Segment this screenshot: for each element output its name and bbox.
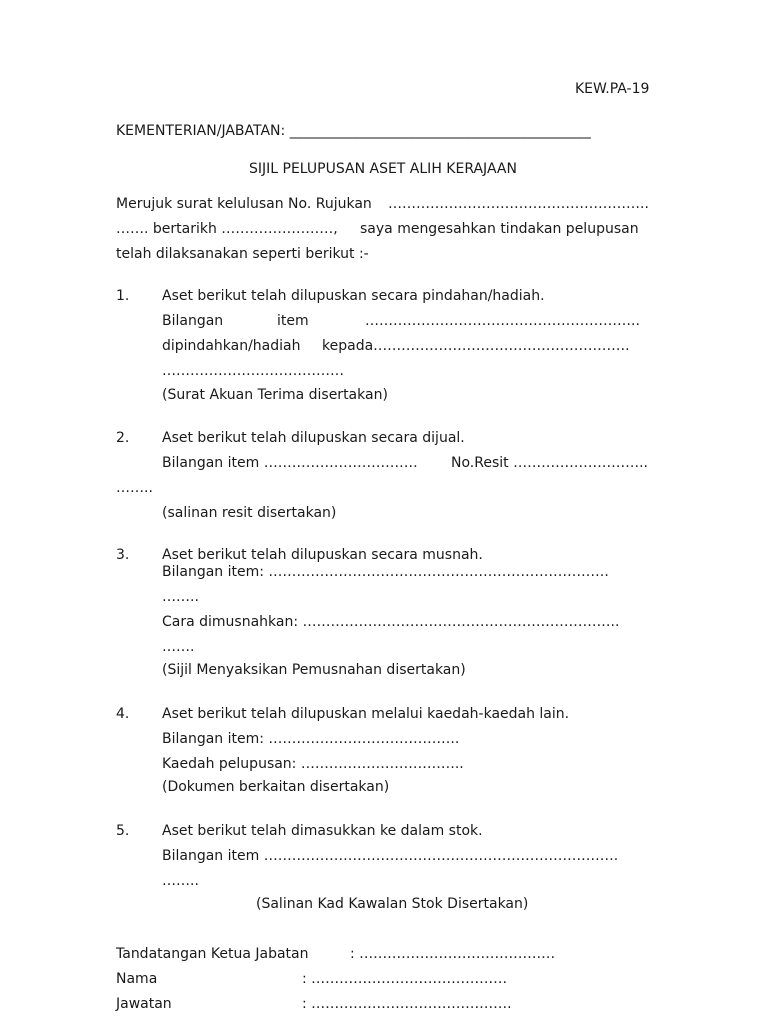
name-label: Nama — [116, 971, 158, 987]
item-dots: …….. — [162, 873, 199, 889]
item-note: (Sijil Menyaksikan Pemusnahan disertakan) — [162, 662, 466, 678]
name-value: : …………………………………… — [302, 971, 508, 987]
item-text: Kaedah pelupusan: …………………………….. — [162, 756, 464, 772]
item-heading: Aset berikut telah dilupuskan secara musnah. — [162, 547, 483, 563]
item-text: Bilangan — [162, 313, 224, 329]
item-text: No.Resit ……………………….. — [451, 455, 648, 471]
item-text: Bilangan item …………………………………………………………………. — [162, 848, 619, 864]
item-number: 1. — [116, 288, 130, 304]
item-dots: ……. — [162, 639, 195, 655]
ministry-blank: ___________________________________________ — [289, 123, 591, 139]
form-code: KEW.PA-19 — [575, 81, 650, 97]
item-number: 4. — [116, 706, 130, 722]
item-heading: Aset berikut telah dilupuskan melalui kaedah-kaedah lain. — [162, 706, 570, 722]
item-dots: ………………………………… — [162, 363, 344, 379]
item-heading: Aset berikut telah dimasukkan ke dalam stok. — [162, 823, 483, 839]
item-note: (salinan resit disertakan) — [162, 505, 337, 521]
ministry-label: KEMENTERIAN/JABATAN: — [116, 123, 286, 139]
item-text: Bilangan item: ………………………………….. — [162, 731, 460, 747]
item-dots: ………………………………………………….. — [365, 313, 640, 329]
ministry-line — [116, 122, 591, 140]
item-note: (Surat Akuan Terima disertakan) — [162, 387, 388, 403]
item-dots: …….. — [162, 589, 199, 605]
item-note: (Dokumen berkaitan disertakan) — [162, 779, 390, 795]
item-text: Bilangan item …………………………… — [162, 455, 418, 471]
item-heading: Aset berikut telah dilupuskan secara pindahan/hadiah. — [162, 288, 545, 304]
item-number: 5. — [116, 823, 130, 839]
item-text: item — [277, 313, 309, 329]
document-title: SIJIL PELUPUSAN ASET ALIH KERAJAAN — [249, 161, 517, 177]
item-number: 2. — [116, 430, 130, 446]
item-text: Cara dimusnahkan: ………………………………………………………….. — [162, 614, 620, 630]
signature-label: Tandatangan Ketua Jabatan — [116, 946, 309, 962]
intro-line-3: telah dilaksanakan seperti berikut :- — [116, 246, 369, 262]
position-value: : ……………………………………. — [302, 996, 512, 1012]
position-label: Jawatan — [116, 996, 172, 1012]
item-heading: Aset berikut telah dilupuskan secara dijual. — [162, 430, 465, 446]
intro-line-2-b: saya mengesahkan tindakan pelupusan — [360, 221, 639, 237]
intro-line-1-text: Merujuk surat kelulusan No. Rujukan — [116, 196, 372, 212]
item-text: kepada………………………………………………. — [322, 338, 630, 354]
item-text: Bilangan item: ………………………………………………………………. — [162, 564, 609, 580]
item-text: dipindahkan/hadiah — [162, 338, 301, 354]
signature-value: : …………………………………… — [350, 946, 556, 962]
intro-line-1 — [116, 195, 372, 213]
stock-note: (Salinan Kad Kawalan Stok Disertakan) — [256, 896, 529, 912]
item-number: 3. — [116, 547, 130, 563]
intro-line-2-a: ……. bertarikh ……………………, — [116, 221, 338, 237]
item-dots: …….. — [116, 480, 153, 496]
intro-line-1-dots: ……………………………………………….. — [388, 196, 649, 212]
